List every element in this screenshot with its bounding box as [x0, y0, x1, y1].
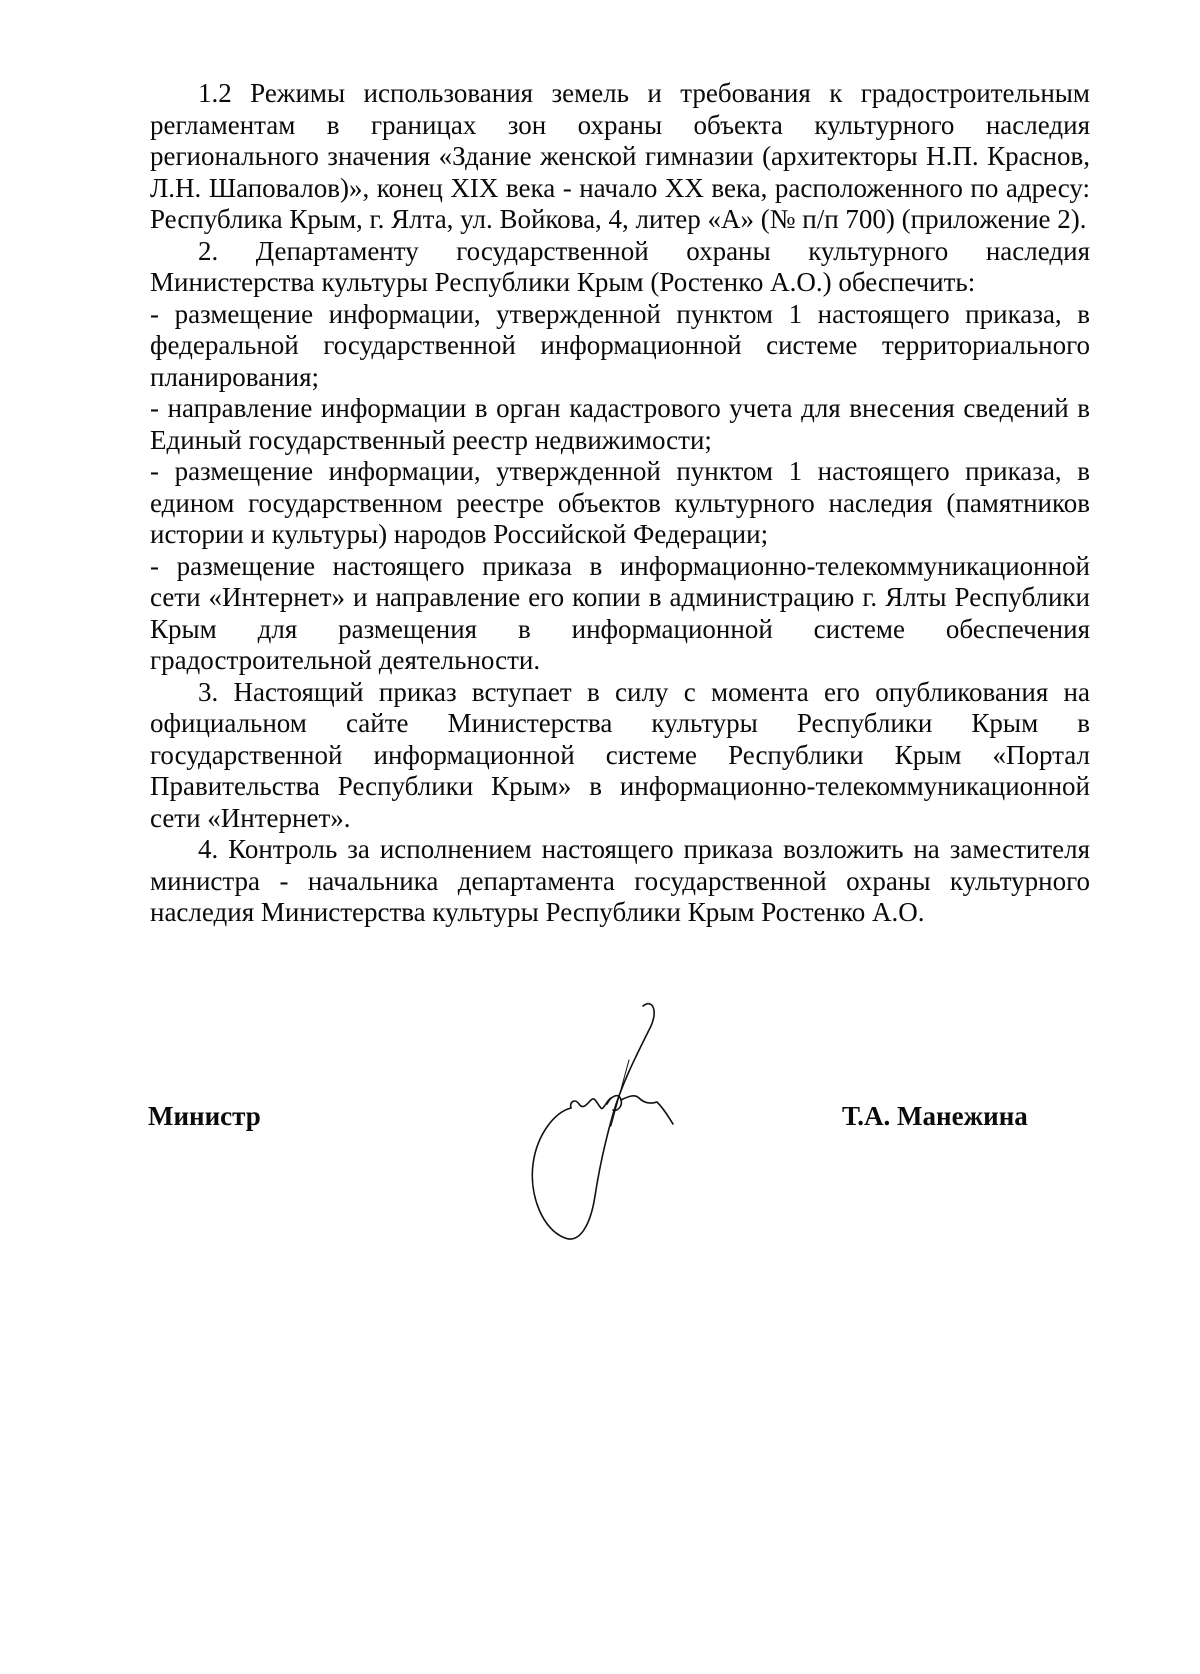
signer-position: Министр	[148, 1101, 261, 1131]
paragraph-4: 4. Контроль за исполнением настоящего приказа возложить на заместителя министра - начальника департамента государственной охраны культурного наследия Министерства культуры Республики Крым Ростенко А.О.	[150, 834, 1090, 927]
handwritten-signature-icon	[525, 1000, 725, 1250]
list-item-internet: - размещение настоящего приказа в информационно-телекоммуникационной сети «Интернет» и направление его копии в администрацию г. Ялты Республики Крым для размещения в информационной системе обеспечения градостроительной деятельности.	[150, 550, 1090, 675]
paragraph-1-2: 1.2 Режимы использования земель и требования к градостроительным регламентам в границах зон охраны объекта культурного наследия регионального значения «Здание женской гимназии (архитекторы Н.П. Краснов, Л.Н. Шаповалов)», конец XIX века - начало XX века, расположенного по адресу: Республика Крым, г. Ялта, ул. Войкова, 4, литер «А» (№ п/п 700) (приложение 2).	[150, 78, 1090, 234]
list-item-cadastre: - направление информации в орган кадастрового учета для внесения сведений в Единый государственный реестр недвижимости;	[150, 393, 1090, 455]
document-body	[150, 78, 1090, 929]
signer-name: Т.А. Манежина	[842, 1101, 1028, 1131]
list-item-fgis: - размещение информации, утвержденной пунктом 1 настоящего приказа, в федеральной государственной информационной системе территориального планирования;	[150, 298, 1090, 392]
list-item-register: - размещение информации, утвержденной пунктом 1 настоящего приказа, в едином государственном реестре объектов культурного наследия (памятников истории и культуры) народов Российской Федерации;	[150, 456, 1090, 549]
paragraph-3: 3. Настоящий приказ вступает в силу с момента его опубликования на официальном сайте Министерства культуры Республики Крым в государственной информационной системе Республики Крым «Портал Правительства Республики Крым» в информационно-телекоммуникационной сети «Интернет».	[150, 676, 1090, 833]
paragraph-2: 2. Департаменту государственной охраны культурного наследия Министерства культуры Республики Крым (Ростенко А.О.) обеспечить:	[150, 235, 1090, 297]
